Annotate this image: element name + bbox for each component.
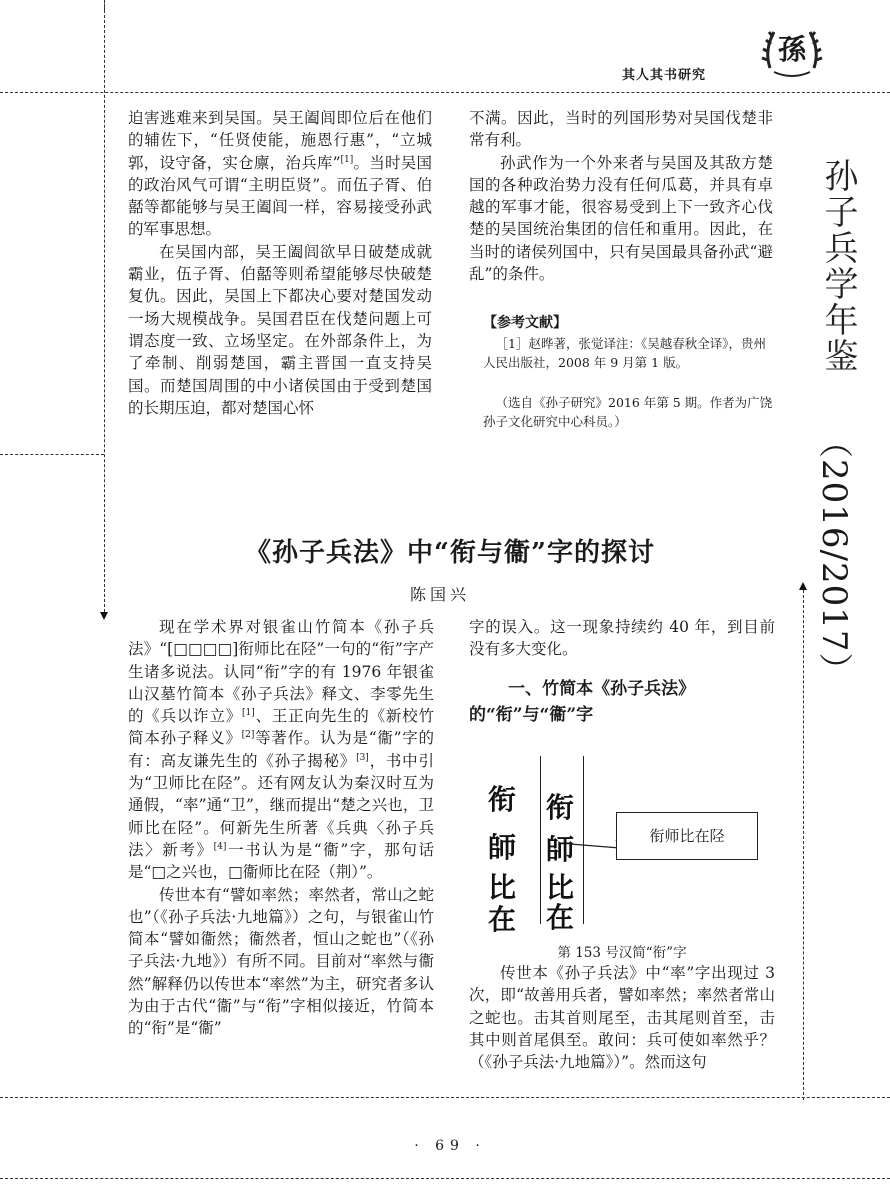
- prev-right-paragraph-2: 孙武作为一个外来者与吴国及其敌方楚国的各种政治势力没有任何瓜葛，并具有卓越的军事才能，很容易受到上下一致齐心伐楚的吴国统治集团的信任和重用。因此，在当时的诸侯列国中，只有吴国最具备孙武“避乱”的条件。: [469, 153, 773, 284]
- article-paragraph-4: 传世本《孙子兵法》中“率”字出现过 3 次，即“故善用兵者，譬如率然；率然者常山之蛇也。击其首则尾至，击其尾则首至，击其中则首尾俱至。敢问：兵可使如率然乎？（《孙子兵法·九地篇》）”。然而这句: [469, 964, 775, 1072]
- running-title: 其人其书研究: [622, 68, 707, 83]
- figure-char-3: 比: [488, 871, 517, 904]
- prev-left-paragraph-1: 迫害逃难来到吴国。吴王阖闾即位后在他们的辅佐下，“任贤使能，施恩行惠”，“立城郭，设守备，实仓廪，治兵库”[1]。当时吴国的政治风气可谓“主明臣贤”。而伍子胥、伯嚭等都能够与吴王阖闾一样，容易接受孙武的军事思想。: [128, 109, 432, 239]
- left-arrow-marker: [100, 612, 108, 620]
- year-vertical: [814, 424, 864, 688]
- article-paragraph-3: 字的误入。这一现象持续约 40 年，到目前没有多大变化。: [469, 618, 775, 659]
- prev-article-right-column: [469, 107, 773, 285]
- figure-char-2: 師: [488, 831, 517, 864]
- logo-emblem: [760, 20, 824, 80]
- right-arrow-marker: [799, 582, 807, 590]
- article-left-column: [128, 616, 434, 1040]
- mid-rule-left: [0, 454, 104, 455]
- left-margin-guide-top: [104, 0, 105, 10]
- footer-rule-upper: [0, 1097, 890, 1098]
- prev-right-paragraph-1: 不满。因此，当时的列国形势对吴国伐楚非常有利。: [469, 109, 773, 150]
- source-note: （选自《孙子研究》2016 年第 5 期。作者为广饶孙子文化研究中心科员。）: [483, 395, 773, 429]
- figure-char-4: 在: [488, 903, 517, 936]
- reference-item-1: ［1］赵晔著，张觉译注：《吴越春秋全译》，贵州人民出版社，2008 年 9 月第 1 版。: [483, 336, 766, 370]
- figure-callout-box: 衔师比在陉: [616, 812, 758, 860]
- slip-char-3: 比: [546, 871, 575, 904]
- slip-char-1: 衔: [546, 791, 575, 824]
- prev-article-left-column: [128, 107, 432, 419]
- references-heading: 【参考文献】: [483, 315, 567, 331]
- footer-rule-lower: [0, 1178, 890, 1179]
- article-right-column-top: [469, 616, 775, 661]
- figure-caption: 第 153 号汉简“衔”字: [557, 945, 687, 961]
- article-right-column-bottom: [469, 962, 775, 1073]
- prev-left-paragraph-2: 在吴国内部，吴王阖闾欲早日破楚成就霸业，伍子胥、伯嚭等则希望能够尽快破楚复仇。因此，吴国上下都决心要对楚国发动一场大规模战争。吴国君臣在伐楚问题上可谓态度一致、立场坚定。在外部条件上，为了牵制、削弱楚国，霸主晋国一直支持吴国。而楚国周围的中小诸侯国由于受到楚国的长期压迫，都对楚国心怀: [128, 242, 432, 417]
- article-author: 陈国兴: [409, 585, 470, 604]
- header-rule: [0, 92, 890, 93]
- book-title-vertical: 孙子兵学年鉴: [818, 158, 858, 374]
- slip-char-2: 師: [546, 833, 575, 866]
- logo-glyph: 孫: [777, 33, 806, 66]
- bamboo-slip-figure: [470, 748, 770, 936]
- section-1-heading: 一、竹简本《孙子兵法》的“衔”与“衞”字: [469, 679, 696, 725]
- year-label: （2016/2017）: [814, 424, 854, 688]
- article-title: 《孙子兵法》中“衔与衞”字的探讨: [245, 538, 655, 568]
- right-margin-guide: [803, 590, 804, 1100]
- article-paragraph-1: 现在学术界对银雀山竹简本《孙子兵法》“[□□□□]衔师比在陉”一句的“衔”字产生诸多说法。认同“衔”字的有 1976 年银雀山汉墓竹简本《孙子兵法》释文、李零先生的《兵以诈立》[1]、王正向先生的《新校竹简本孙子释义》[2]等著作。认为是“衞”字的有：高友谦先生的《孙子揭秘》[3]，书中引为“卫师比在陉”。还有网友认为秦汉时互为通假，“率”通“卫”，继而提出“楚之兴也，卫师比在陉”。何新先生所著《兵典〈孙子兵法〉新考》[4]一书认为是“衞”字，那句话是“□之兴也，□衞师比在陉（荆）”。: [128, 618, 434, 882]
- figure-char-1: 衔: [488, 783, 517, 816]
- page-number: · 69 ·: [414, 1138, 486, 1154]
- article-paragraph-2: 传世本有“譬如率然；率然者，常山之蛇也”（《孙子兵法·九地篇》）之句，与银雀山竹简本“譬如衞然；衞然者，恒山之蛇也”（《孙子兵法·九地》）有所不同。目前对“率然与衞然”解释仍以传世本“率然”为主，研究者多认为由于古代“衞”与“衔”字相似接近，竹简本的“衔”是“衞”: [128, 885, 434, 1038]
- slip-char-4: 在: [546, 901, 575, 934]
